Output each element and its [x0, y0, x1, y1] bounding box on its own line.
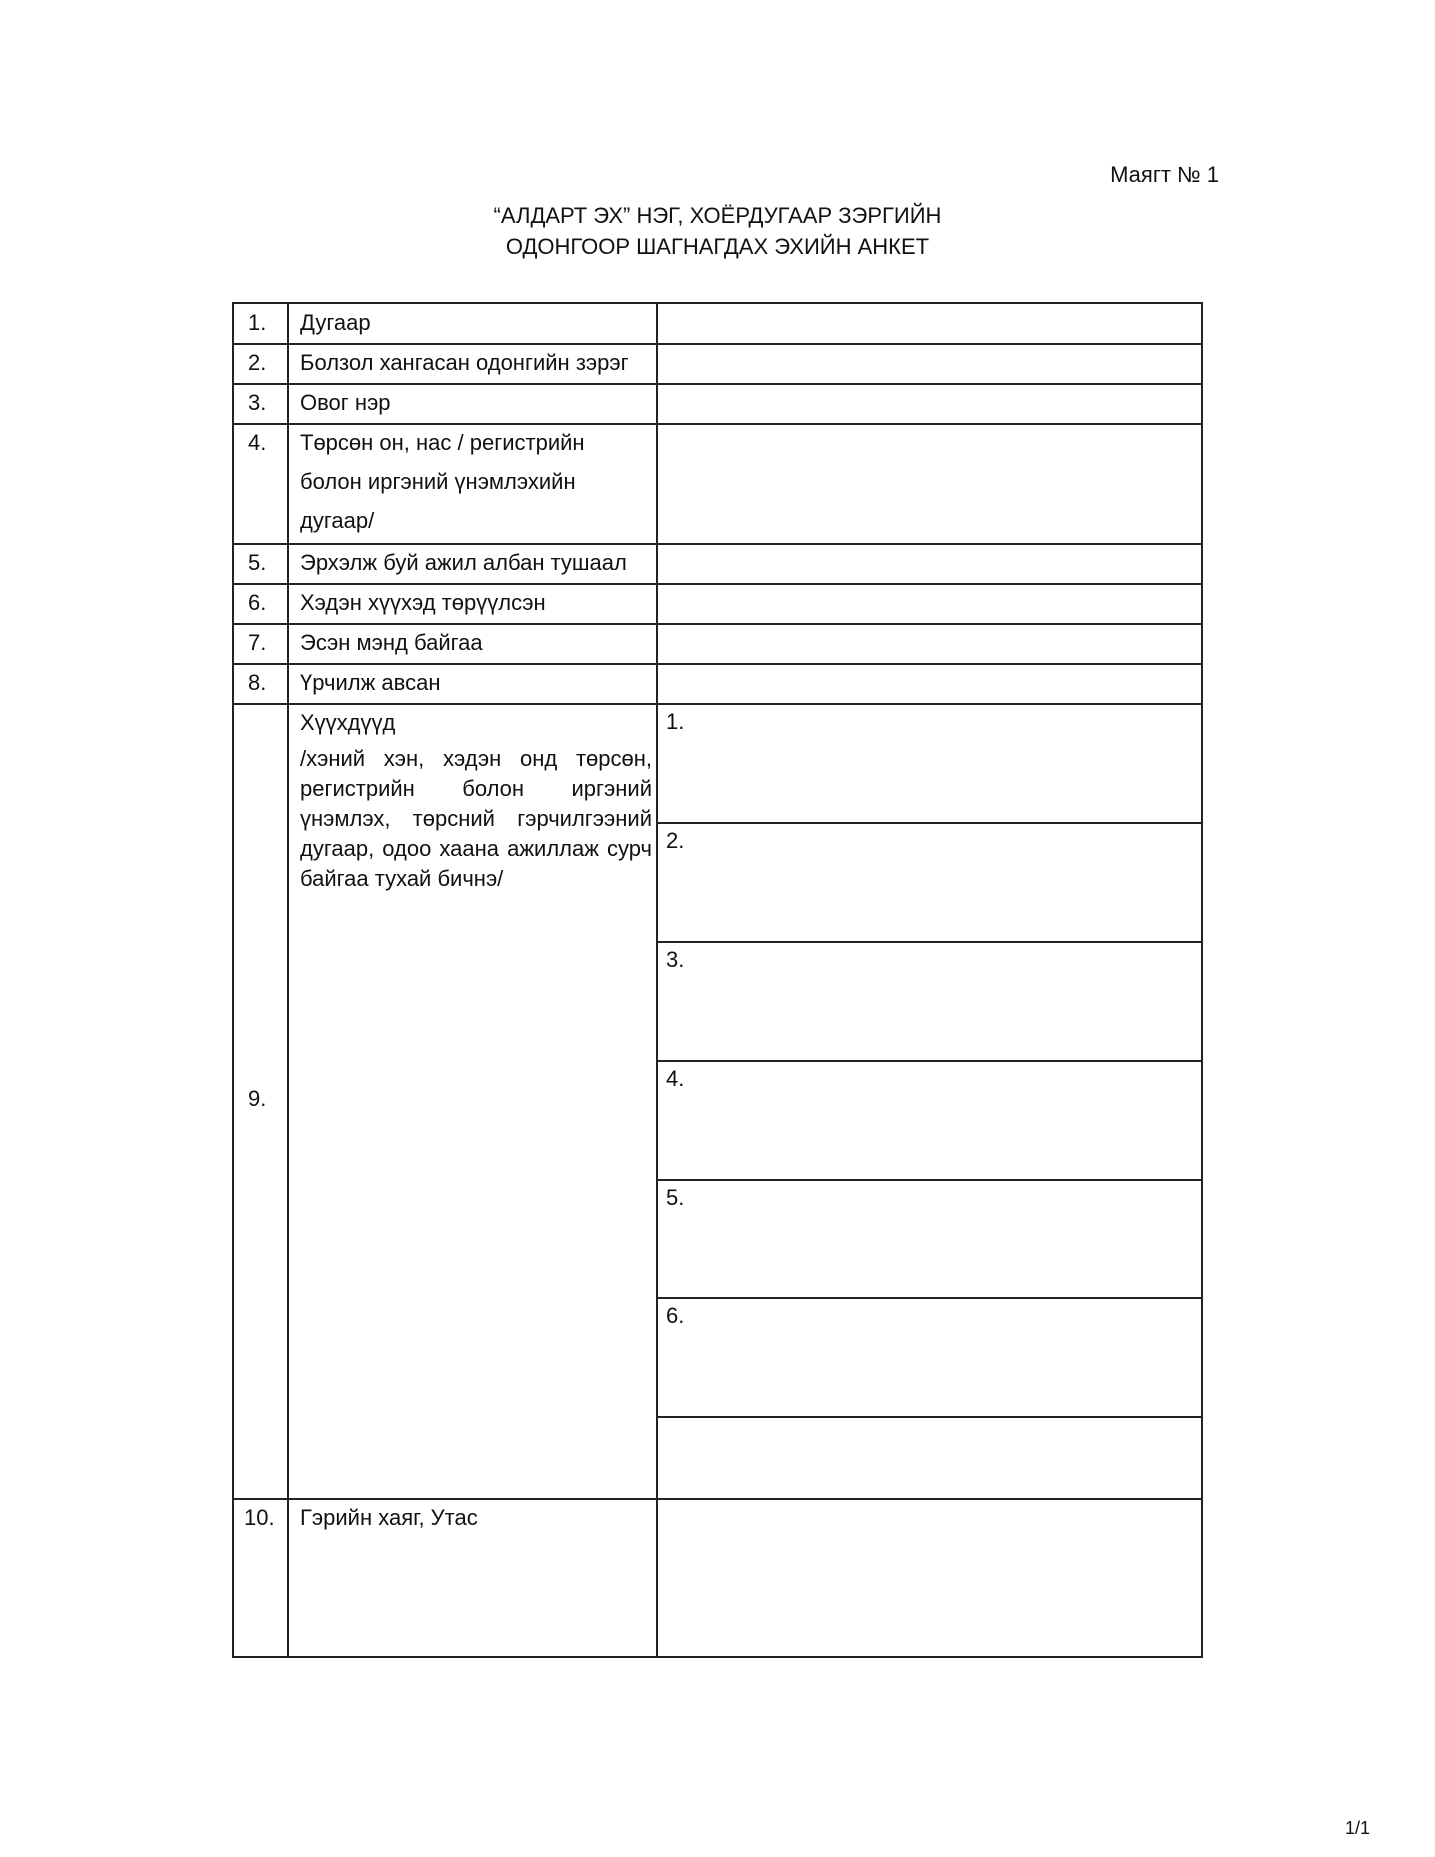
row-number: 9. — [248, 1086, 267, 1111]
row-label: Хэдэн хүүхэд төрүүлсэн — [300, 590, 546, 615]
child-row-divider — [656, 1416, 1201, 1418]
col-divider-2 — [656, 304, 658, 1656]
row-label: Эсэн мэнд байгаа — [300, 630, 483, 655]
child-item-number: 6. — [666, 1303, 685, 1328]
row-divider — [234, 383, 1201, 385]
questionnaire-table — [232, 302, 1203, 1658]
row-number: 2. — [248, 350, 267, 375]
row-label: Дугаар — [300, 310, 371, 335]
form-title-line2: ОДОНГООР ШАГНАГДАХ ЭХИЙН АНКЕТ — [505, 234, 930, 259]
row-label-line: Төрсөн он, нас / регистрийн — [300, 430, 585, 455]
child-row-divider — [656, 941, 1201, 943]
form-title-line1: “АЛДАРТ ЭХ” НЭГ, ХОЁРДУГААР ЗЭРГИЙН — [493, 203, 942, 228]
row-number: 5. — [248, 550, 267, 575]
row-number: 10. — [244, 1505, 275, 1530]
row-divider — [234, 583, 1201, 585]
row-divider — [234, 423, 1201, 425]
row-number: 6. — [248, 590, 267, 615]
child-row-divider — [656, 1060, 1201, 1062]
row-label-line: болон иргэний үнэмлэхийн — [300, 469, 576, 494]
row-label: Үрчилж авсан — [300, 670, 441, 695]
row-number: 3. — [248, 390, 267, 415]
row-divider — [234, 663, 1201, 665]
page-number: 1/1 — [1344, 1818, 1370, 1838]
row-number: 7. — [248, 630, 267, 655]
child-item-number: 5. — [666, 1185, 685, 1210]
row-divider — [234, 343, 1201, 345]
row-divider — [234, 1498, 1201, 1500]
child-item-number: 1. — [666, 709, 685, 734]
row-divider — [234, 543, 1201, 545]
child-row-divider — [656, 1297, 1201, 1299]
row-label: Гэрийн хаяг, Утас — [300, 1505, 478, 1530]
row-note: /хэний хэн, хэдэн онд төрсөн, регистрийн болон иргэний үнэмлэх, төрсний гэрчилгээний дугаар, одоо хаана ажиллаж сурч байгаа тухай бичнэ/ — [300, 746, 652, 891]
row-label: Эрхэлж буй ажил албан тушаал — [300, 550, 627, 575]
row-label: Болзол хангасан одонгийн зэрэг — [300, 350, 629, 375]
row-label-line: дугаар/ — [300, 508, 375, 533]
child-row-divider — [656, 822, 1201, 824]
row-divider — [234, 623, 1201, 625]
child-item-number: 3. — [666, 947, 685, 972]
form-number: Маягт № 1 — [1110, 162, 1219, 187]
row-number: 1. — [248, 310, 267, 335]
row-label: Хүүхдүүд — [300, 710, 396, 735]
child-item-number: 2. — [666, 828, 685, 853]
child-item-number: 4. — [666, 1066, 685, 1091]
row-divider — [234, 703, 1201, 705]
row-number: 8. — [248, 670, 267, 695]
row-number: 4. — [248, 430, 267, 455]
col-divider-1 — [287, 304, 289, 1656]
child-row-divider — [656, 1179, 1201, 1181]
row-label: Овог нэр — [300, 390, 391, 415]
